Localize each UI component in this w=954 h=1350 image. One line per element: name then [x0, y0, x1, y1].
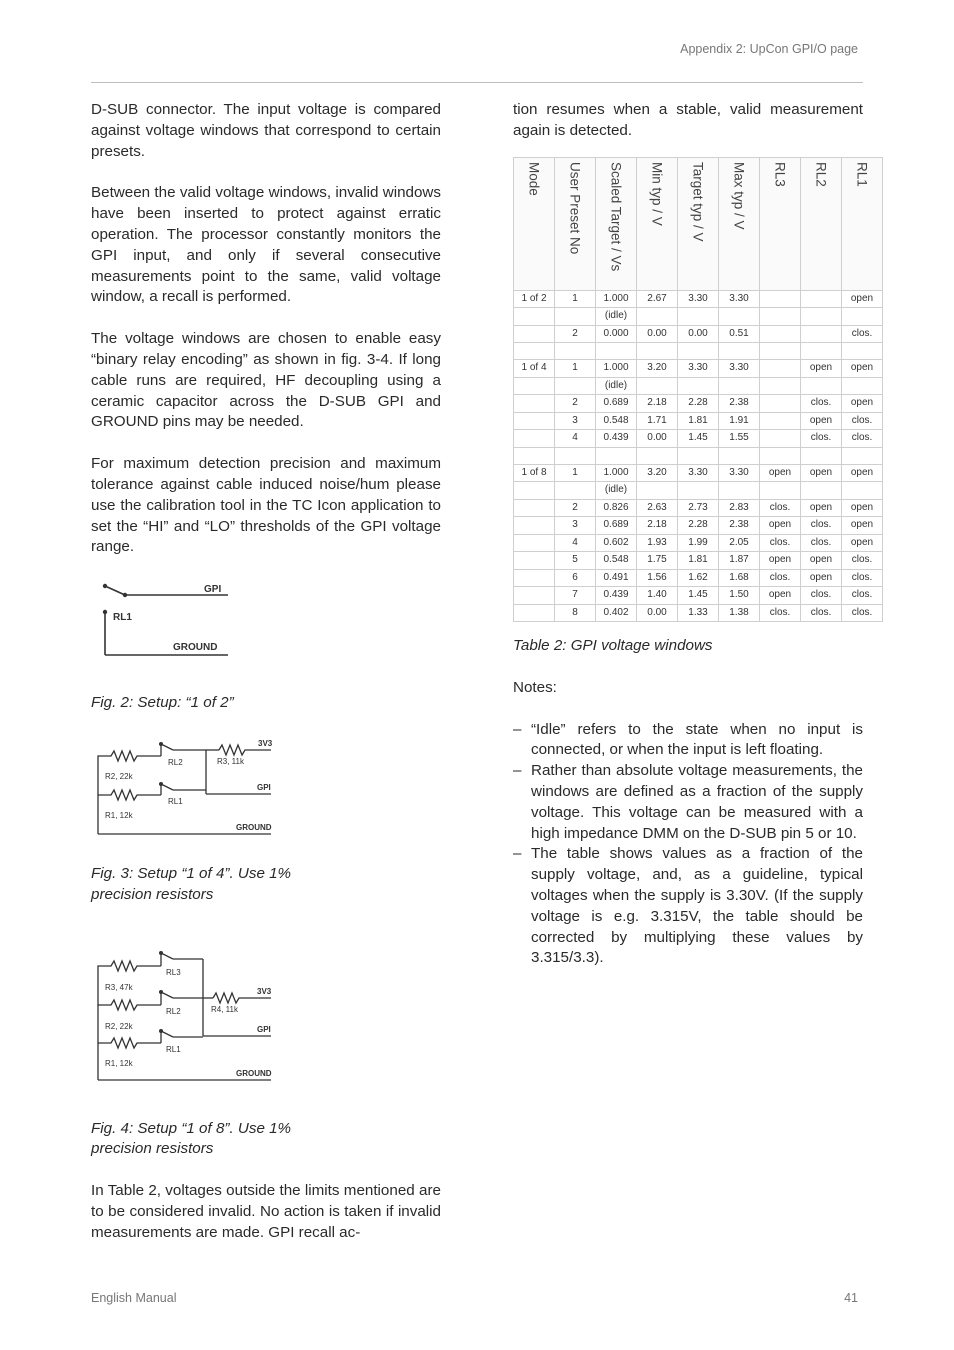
note-text: “Idle” refers to the state when no input is connected, or when the input is left floating. — [531, 720, 863, 759]
dash-bullet: – — [513, 762, 522, 780]
table-cell — [801, 482, 842, 500]
table-cell: 3 — [555, 517, 596, 535]
list-item — [513, 844, 863, 969]
table-cell: 0.00 — [637, 325, 678, 343]
table-cell: 1.62 — [678, 569, 719, 587]
table-cell: open — [842, 517, 883, 535]
table-cell: 2.05 — [719, 534, 760, 552]
table-cell: clos. — [801, 430, 842, 448]
column-header — [514, 157, 555, 290]
table-cell — [801, 290, 842, 308]
figure-4-caption-line-1: Fig. 4: Setup “1 of 8”. Use 1% — [91, 1119, 292, 1137]
table-cell: clos. — [801, 395, 842, 413]
table-row — [514, 377, 883, 395]
column-header — [596, 157, 637, 290]
table-cell: 1.56 — [637, 569, 678, 587]
table-row — [514, 395, 883, 413]
table-cell: 0.689 — [596, 395, 637, 413]
circuit-1-of-8-diagram — [91, 944, 441, 1094]
table-cell: 0.602 — [596, 534, 637, 552]
table-cell: 6 — [555, 569, 596, 587]
column-header — [760, 157, 801, 290]
table-cell: 0.00 — [637, 604, 678, 622]
table-cell — [678, 447, 719, 464]
table-cell — [514, 377, 555, 395]
table-cell — [678, 308, 719, 326]
table-cell: clos. — [842, 325, 883, 343]
table-cell — [514, 534, 555, 552]
table-cell — [637, 343, 678, 360]
table-cell — [637, 447, 678, 464]
table-cell: 0.439 — [596, 587, 637, 605]
table-cell — [842, 308, 883, 326]
table-cell — [842, 377, 883, 395]
right-column — [513, 100, 874, 969]
table-cell: 2 — [555, 325, 596, 343]
table-cell: 0.689 — [596, 517, 637, 535]
table-cell: 8 — [555, 604, 596, 622]
column-header — [555, 157, 596, 290]
table-cell: 1 — [555, 464, 596, 482]
table-cell: 0.548 — [596, 412, 637, 430]
ground-label: GROUND — [236, 822, 272, 832]
table-cell: clos. — [760, 604, 801, 622]
column-header — [637, 157, 678, 290]
column-header-label: RL1 — [854, 161, 870, 187]
table-cell: 1.000 — [596, 464, 637, 482]
column-header-label: Scaled Target / Vs — [608, 161, 624, 271]
table-cell: 2 — [555, 499, 596, 517]
circuit-1-of-4-diagram — [91, 734, 441, 844]
table-cell — [801, 377, 842, 395]
table-cell — [555, 308, 596, 326]
table-cell — [596, 447, 637, 464]
r2-label: R2, 22k — [105, 771, 133, 781]
column-header — [842, 157, 883, 290]
table-cell: open — [842, 395, 883, 413]
table-cell: open — [760, 552, 801, 570]
table-cell — [596, 343, 637, 360]
table-cell: 1.000 — [596, 290, 637, 308]
list-item — [513, 720, 863, 762]
table-cell — [514, 343, 555, 360]
table-cell: 1 of 2 — [514, 290, 555, 308]
table-cell — [514, 587, 555, 605]
table-row — [514, 430, 883, 448]
table-cell: 1 — [555, 360, 596, 378]
table-cell: 1.45 — [678, 430, 719, 448]
table-row — [514, 604, 883, 622]
table-cell: 3.30 — [719, 464, 760, 482]
table-cell: 7 — [555, 587, 596, 605]
table-cell: 2.73 — [678, 499, 719, 517]
footer-manual-title: English Manual — [91, 1291, 177, 1305]
table-cell — [555, 482, 596, 500]
table-cell — [760, 412, 801, 430]
column-header — [678, 157, 719, 290]
table-cell: 1.68 — [719, 569, 760, 587]
table-cell: clos. — [842, 587, 883, 605]
table-body — [514, 290, 883, 622]
column-header-label: Target typ / V — [690, 161, 706, 242]
column-header-label: RL3 — [772, 161, 788, 187]
paragraph-invalid-windows: Between the valid voltage windows, invalid windows have been inserted to protect against erratic operation. The processor constantly monitors the GPI input, and only if several consecutive measurements point to the same, valid voltage window, a recall is performed. — [91, 184, 441, 306]
table-cell — [760, 447, 801, 464]
table-row — [514, 534, 883, 552]
table-cell: 0.00 — [678, 325, 719, 343]
ground-label: GROUND — [236, 1068, 272, 1078]
table-cell: 0.491 — [596, 569, 637, 587]
notes-list — [513, 720, 863, 970]
table-cell: open — [842, 534, 883, 552]
table-row — [514, 499, 883, 517]
table-cell — [719, 343, 760, 360]
table-cell: 0.000 — [596, 325, 637, 343]
table-cell — [842, 447, 883, 464]
table-cell: 3.20 — [637, 360, 678, 378]
table-cell — [678, 343, 719, 360]
table-row — [514, 412, 883, 430]
page-number: 41 — [844, 1291, 858, 1305]
note-text: Rather than absolute voltage measurements, the windows are defined as a fraction of the supply voltage. This voltage can be measured with a high impedance DMM on the D-SUB pin 5 or 10. — [531, 762, 863, 842]
table-2-caption: Table 2: GPI voltage windows — [513, 637, 713, 655]
table-cell — [842, 343, 883, 360]
table-cell — [719, 308, 760, 326]
table-cell: 1.55 — [719, 430, 760, 448]
table-cell: 0.439 — [596, 430, 637, 448]
table-cell — [514, 308, 555, 326]
table-cell: 2.83 — [719, 499, 760, 517]
table-cell: clos. — [842, 552, 883, 570]
table-cell: open — [842, 360, 883, 378]
table-cell: 1.87 — [719, 552, 760, 570]
table-row — [514, 308, 883, 326]
table-cell: (idle) — [596, 377, 637, 395]
table-cell — [719, 377, 760, 395]
table-row — [514, 517, 883, 535]
table-cell: 0.826 — [596, 499, 637, 517]
r2-label: R2, 22k — [105, 1021, 133, 1031]
note-text: The table shows values as a fraction of the supply voltage, and, as a guideline, typical voltages when the supply is 3.30V. (If the supply voltage is e.g. 3.315V, the table should be corrected by multiplying these values by 3.315/3.3). — [531, 845, 863, 967]
gpi-label: GPI — [257, 1024, 271, 1034]
table-cell: open — [842, 464, 883, 482]
table-cell — [555, 377, 596, 395]
r1-label: R1, 12k — [105, 810, 133, 820]
3v3-label: 3V3 — [258, 738, 273, 748]
table-cell: 2.38 — [719, 517, 760, 535]
list-item — [513, 761, 863, 844]
table-cell: 4 — [555, 534, 596, 552]
table-cell — [555, 343, 596, 360]
table-cell — [842, 482, 883, 500]
left-column — [91, 100, 441, 1265]
paragraph-table-2-note: In Table 2, voltages outside the limits mentioned are to be considered invalid. No action is taken if invalid measurements are made. GPI recall ac- — [91, 1182, 441, 1241]
table-cell: clos. — [801, 604, 842, 622]
table-cell: 3.30 — [719, 360, 760, 378]
table-cell: clos. — [760, 569, 801, 587]
r4-label: R4, 11k — [211, 1004, 238, 1014]
table-cell: clos. — [801, 587, 842, 605]
column-header — [801, 157, 842, 290]
table-cell — [514, 499, 555, 517]
table-row — [514, 290, 883, 308]
table-cell: clos. — [801, 534, 842, 552]
table-cell: clos. — [842, 412, 883, 430]
table-separator-row — [514, 343, 883, 360]
table-cell — [514, 447, 555, 464]
table-cell: 3.30 — [719, 290, 760, 308]
table-cell — [760, 482, 801, 500]
table-cell: clos. — [760, 534, 801, 552]
table-cell — [719, 482, 760, 500]
table-cell: open — [801, 412, 842, 430]
table-cell — [514, 517, 555, 535]
table-row — [514, 325, 883, 343]
table-cell: open — [760, 517, 801, 535]
table-cell — [514, 395, 555, 413]
dash-bullet: – — [513, 845, 522, 863]
table-cell: 1.81 — [678, 412, 719, 430]
paragraph-dsub: D-SUB connector. The input voltage is compared against voltage windows that correspond to certain presets. — [91, 101, 441, 160]
table-cell: 2.18 — [637, 395, 678, 413]
table-cell — [760, 360, 801, 378]
table-cell: (idle) — [596, 308, 637, 326]
column-header-label: Mode — [526, 161, 542, 196]
gpi-voltage-table — [513, 157, 883, 623]
table-cell: open — [760, 587, 801, 605]
table-cell — [637, 482, 678, 500]
table-cell: 1 of 8 — [514, 464, 555, 482]
column-header-label: RL2 — [813, 161, 829, 187]
table-cell: 3 — [555, 412, 596, 430]
table-cell: 3.30 — [678, 290, 719, 308]
table-cell: 0.51 — [719, 325, 760, 343]
table-cell: 1.000 — [596, 360, 637, 378]
table-cell — [678, 482, 719, 500]
table-cell: 2.38 — [719, 395, 760, 413]
table-cell — [514, 430, 555, 448]
table-cell: 2.18 — [637, 517, 678, 535]
ground-label: GROUND — [173, 642, 218, 654]
table-cell — [637, 377, 678, 395]
table-cell: 2.28 — [678, 517, 719, 535]
table-cell: 1.38 — [719, 604, 760, 622]
table-cell: (idle) — [596, 482, 637, 500]
paragraph-resume: tion resumes when a stable, valid measurement again is detected. — [513, 101, 863, 139]
table-cell: 1.50 — [719, 587, 760, 605]
table-cell: 1 of 4 — [514, 360, 555, 378]
table-cell: 3.30 — [678, 464, 719, 482]
header-rule — [91, 82, 863, 83]
3v3-label: 3V3 — [257, 986, 272, 996]
table-row — [514, 482, 883, 500]
figure-1-of-4 — [91, 734, 441, 864]
r3-label: R3, 47k — [105, 982, 133, 992]
table-cell: clos. — [842, 604, 883, 622]
dash-bullet: – — [513, 720, 522, 738]
table-cell: 1.75 — [637, 552, 678, 570]
table-cell: 1.99 — [678, 534, 719, 552]
table-cell: 1.81 — [678, 552, 719, 570]
table-cell: 0.548 — [596, 552, 637, 570]
gpi-label: GPI — [257, 782, 271, 792]
running-header: Appendix 2: UpCon GPI/O page — [680, 42, 858, 56]
table-cell — [760, 377, 801, 395]
table-cell: clos. — [801, 517, 842, 535]
table-cell — [801, 308, 842, 326]
rl1-label: RL1 — [113, 612, 132, 624]
table-cell — [801, 325, 842, 343]
figure-1-of-2 — [91, 579, 441, 679]
table-cell: 1.91 — [719, 412, 760, 430]
column-header-label: Min typ / V — [649, 161, 665, 226]
rl1-label: RL1 — [166, 1044, 181, 1054]
table-separator-row — [514, 447, 883, 464]
table-cell: open — [801, 464, 842, 482]
table-cell — [514, 604, 555, 622]
table-cell: 3.30 — [678, 360, 719, 378]
column-header-label: Max typ / V — [731, 161, 747, 230]
table-cell — [514, 552, 555, 570]
table-cell: 1 — [555, 290, 596, 308]
table-cell — [514, 412, 555, 430]
table-cell — [801, 447, 842, 464]
table-cell — [760, 343, 801, 360]
table-cell: 1.71 — [637, 412, 678, 430]
column-header-label: User Preset No — [567, 161, 583, 254]
figure-1-of-8 — [91, 944, 441, 1119]
figure-3-caption-line-2: precision resistors — [91, 885, 214, 903]
figure-4-caption-line-2: precision resistors — [91, 1140, 214, 1158]
figure-3-caption-line-1: Fig. 3: Setup “1 of 4”. Use 1% — [91, 864, 292, 882]
table-cell: open — [801, 499, 842, 517]
table-cell: 4 — [555, 430, 596, 448]
rl2-label: RL2 — [168, 757, 183, 767]
table-row — [514, 569, 883, 587]
table-cell: 1.33 — [678, 604, 719, 622]
table-cell: 3.20 — [637, 464, 678, 482]
table-cell: 1.40 — [637, 587, 678, 605]
table-cell: open — [842, 290, 883, 308]
table-cell: clos. — [842, 430, 883, 448]
table-cell: 2.67 — [637, 290, 678, 308]
table-row — [514, 552, 883, 570]
table-cell — [637, 308, 678, 326]
table-cell — [760, 430, 801, 448]
table-cell — [760, 395, 801, 413]
table-cell: clos. — [760, 499, 801, 517]
table-cell: open — [842, 499, 883, 517]
table-cell — [719, 447, 760, 464]
rl2-label: RL2 — [166, 1006, 181, 1016]
table-row — [514, 360, 883, 378]
paragraph-calibration: For maximum detection precision and maximum tolerance against cable induced noise/hum please use the calibration tool in the TC Icon application to set the “HI” and “LO” thresholds of the GPI voltage range. — [91, 455, 441, 556]
table-cell: 2.63 — [637, 499, 678, 517]
table-cell: clos. — [842, 569, 883, 587]
table-cell: 0.00 — [637, 430, 678, 448]
table-cell — [555, 447, 596, 464]
table-cell: 5 — [555, 552, 596, 570]
table-cell: open — [760, 464, 801, 482]
table-cell: 1.93 — [637, 534, 678, 552]
table-cell — [514, 325, 555, 343]
rl1-label: RL1 — [168, 796, 183, 806]
notes-title: Notes: — [513, 678, 557, 696]
table-cell: 1.45 — [678, 587, 719, 605]
table-cell: open — [801, 552, 842, 570]
table-cell: 0.402 — [596, 604, 637, 622]
table-cell: 2.28 — [678, 395, 719, 413]
column-header — [719, 157, 760, 290]
table-cell: 2 — [555, 395, 596, 413]
table-header-row — [514, 157, 883, 290]
table-cell — [760, 308, 801, 326]
table-cell — [760, 290, 801, 308]
table-cell — [801, 343, 842, 360]
gpi-label: GPI — [204, 584, 222, 596]
table-cell: open — [801, 360, 842, 378]
table-cell — [760, 325, 801, 343]
figure-2-caption: Fig. 2: Setup: “1 of 2” — [91, 694, 234, 712]
table-cell — [678, 377, 719, 395]
table-cell — [514, 569, 555, 587]
table-cell — [514, 482, 555, 500]
table-row — [514, 587, 883, 605]
r3-label: R3, 11k — [217, 756, 244, 766]
r1-label: R1, 12k — [105, 1058, 133, 1068]
table-cell: open — [801, 569, 842, 587]
paragraph-binary-encoding: The voltage windows are chosen to enable easy “binary relay encoding” as shown in fig. 3-4. If long cable runs are required, HF decoupling using a ceramic capacitor across the D-SUB GPI and GROUND pins may be needed. — [91, 330, 441, 431]
circuit-1-of-2-diagram — [91, 579, 441, 669]
table-row — [514, 464, 883, 482]
rl3-label: RL3 — [166, 967, 181, 977]
